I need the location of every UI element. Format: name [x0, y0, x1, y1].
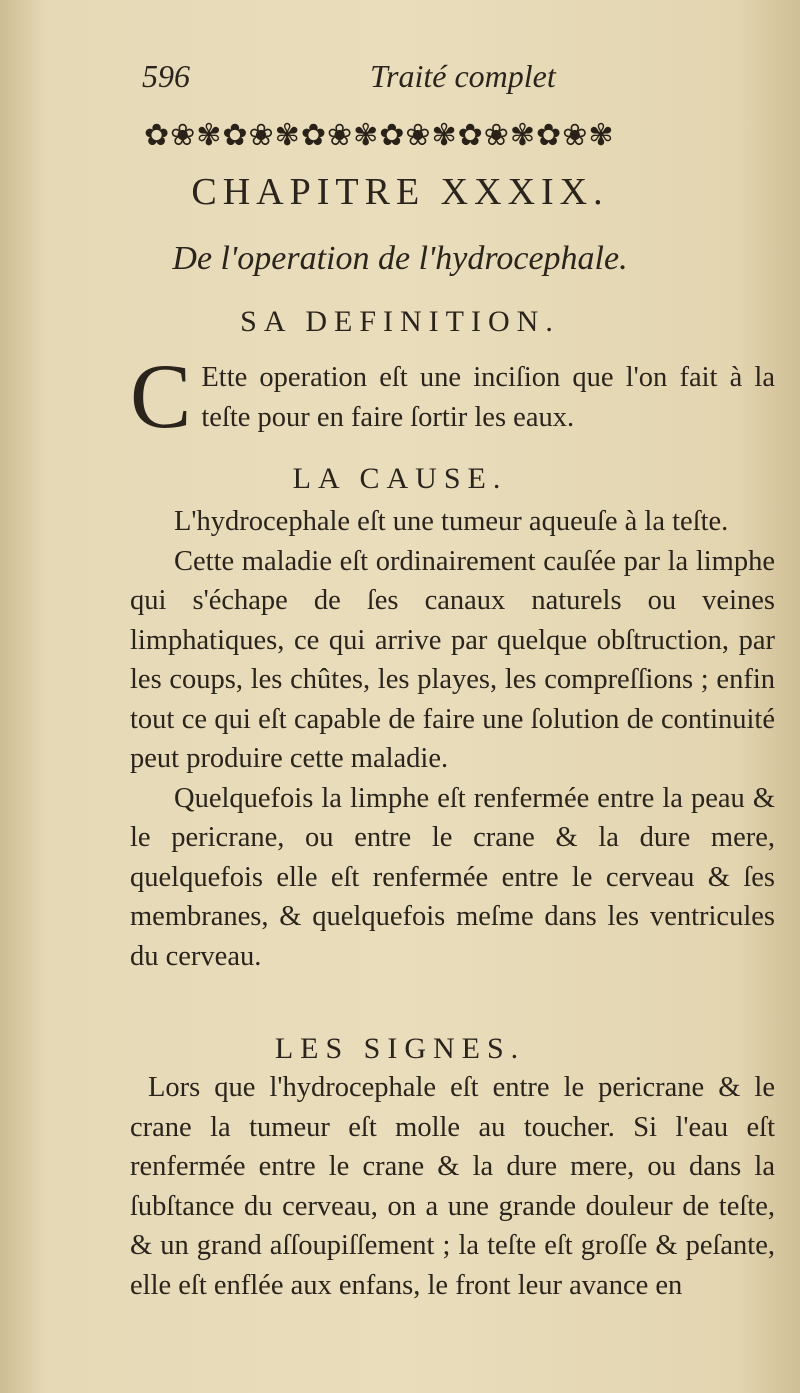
- definition-paragraph: Ette operation eſt une inciſion que l'on fait à la teſte pour en faire ſortir les eaux.: [201, 362, 775, 433]
- drop-cap: C: [130, 345, 192, 447]
- page-number: 596: [142, 58, 190, 94]
- cause-paragraph-2: Cette maladie eſt ordinairement cauſée par la limphe qui s'échape de ſes canaux naturels ou veines limphatiques, ce qui arrive par quelque obſtruction, par les coups, les chûtes, les playes, les compreſſions ; enfin tout ce qui eſt capable de faire une ſolution de continuité peut produire cette maladie.: [130, 545, 775, 774]
- cause-paragraph-3: Quelquefois la limphe eſt renfermée entre la peau & le pericrane, ou entre le crane & la dure mere, quelquefois elle eſt renfermée entre le cerveau & ſes membranes, & quelquefois meſme dans les ventricules du cerveau.: [130, 782, 775, 972]
- page-header: [142, 58, 762, 106]
- signes-paragraph-1: Lors que l'hydrocephale eſt entre le pericrane & le crane la tumeur eſt molle au toucher. Si l'eau eſt renfermée entre le crane & la dure mere, ou dans la ſubſtance du cerveau, on a une grande douleur de teſte, & un grand aſſoupiſſement ; la teſte eſt groſſe & peſante, elle eſt enflée aux enfans, le front leur avance en: [130, 1072, 775, 1301]
- cause-paragraph-1: L'hydrocephale eſt une tumeur aqueuſe à la teſte.: [174, 506, 729, 537]
- section-heading-cause: LA CAUSE.: [292, 462, 508, 495]
- chapter-title: CHAPITRE XXXIX.: [191, 171, 609, 213]
- signes-block: [130, 1068, 775, 1305]
- section-heading-signes: LES SIGNES.: [274, 1032, 526, 1065]
- ornamental-band: ✿❀✾✿❀✾✿❀✾✿❀✾✿❀✾✿❀✾: [144, 118, 615, 153]
- section-heading-definition: SA DEFINITION.: [240, 305, 560, 338]
- chapter-subtitle: De l'operation de l'hydrocephale.: [172, 240, 628, 277]
- definition-block: [130, 345, 775, 447]
- running-title: Traité complet: [370, 58, 556, 94]
- cause-block: [130, 502, 775, 976]
